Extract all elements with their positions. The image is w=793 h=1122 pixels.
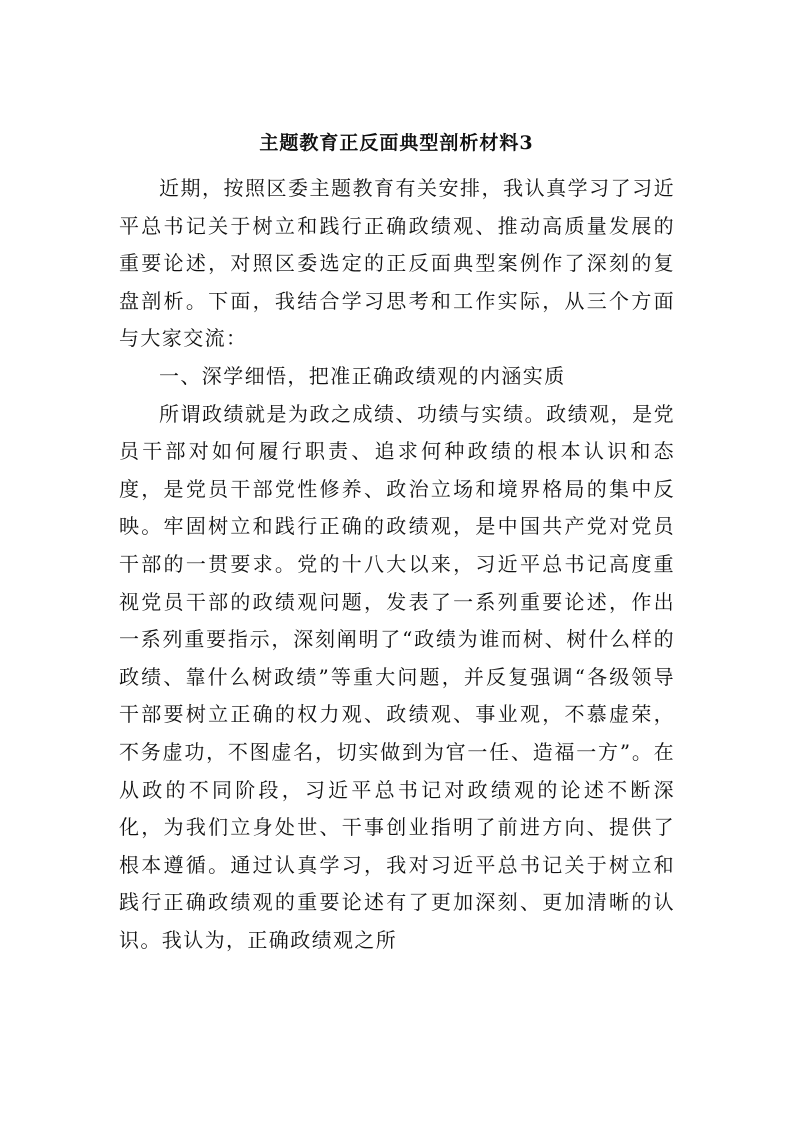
document-body: [119, 170, 675, 959]
section-heading-1: 一、深学细悟，把准正确政绩观的内涵实质: [159, 363, 566, 388]
intro-paragraph: 近期，按照区委主题教育有关安排，我认真学习了习近平总书记关于树立和践行正确政绩观、推动高质量发展的重要论述，对照区委选定的正反面典型案例作了深刻的复盘剖析。下面，我结合学习思考和工作实际，从三个方面与大家交流：: [119, 176, 675, 351]
document-title: 主题教育正反面典型剖析材料3: [259, 132, 534, 154]
section-paragraph-1: 所谓政绩就是为政之成绩、功绩与实绩。政绩观，是党员干部对如何履行职责、追求何种政绩的根本认识和态度，是党员干部党性修养、政治立场和境界格局的集中反映。牢固树立和践行正确的政绩观，是中国共产党对党员干部的一贯要求。党的十八大以来，习近平总书记高度重视党员干部的政绩观问题，发表了一系列重要论述，作出一系列重要指示，深刻阐明了“政绩为谁而树、树什么样的政绩、靠什么树政绩”等重大问题，并反复强调“各级领导干部要树立正确的权力观、政绩观、事业观，不慕虚荣，不务虚功，不图虚名，切实做到为官一任、造福一方”。在从政的不同阶段，习近平总书记对政绩观的论述不断深化，为我们立身处世、干事创业指明了前进方向、提供了根本遵循。通过认真学习，我对习近平总书记关于树立和践行正确政绩观的重要论述有了更加深刻、更加清晰的认识。我认为，正确政绩观之所: [119, 401, 675, 952]
